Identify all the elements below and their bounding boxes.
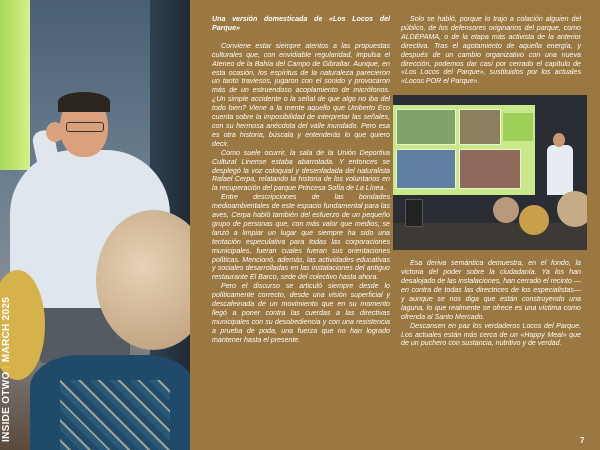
speaker-photo	[0, 0, 190, 450]
magazine-side-label	[1, 297, 12, 442]
audience-head	[493, 197, 519, 223]
speaker-hair	[58, 92, 110, 112]
issue-date: MARCH 2025	[1, 296, 12, 363]
sweater-pattern	[60, 380, 170, 450]
paragraph: Pero el discurso se articuló siempre desde lo políticamente correcto, desde una visión superficial y descafeinada de un movimiento que en su momento llegó a poner contra las cuerdas a las directivas municipales con su desobediencia y con una resistencia a prueba de poda, una fuerza que no han logrado mantener hasta el presente.	[212, 282, 390, 344]
projector-screen-edge	[0, 0, 30, 170]
slide-photo-tile	[396, 149, 456, 189]
slide-photo-tile	[459, 149, 521, 189]
article-heading: Una versión domesticada de «Los Locos del Parque»	[212, 15, 390, 32]
audience-head	[557, 191, 587, 227]
article-column-right	[401, 15, 581, 348]
paragraph: Solo se habló, porque lo trajo a colación alguien del público, de los defensores originarios del parque, como ALDEPAMA, o de la etapa más activista de la anterior directiva. Tras el agotamiento de aquella energía, y después de un cambio organizativo con una nueva dirección, podemos dar casi por cerrado el capítulo de «Los Locos del Parque», sustituidos por los actuales «Locos POR el Parque».	[401, 15, 581, 86]
slide-photo-tile	[459, 109, 501, 145]
side-label-separator: |	[1, 365, 12, 369]
slide-photo-tile	[396, 109, 456, 145]
magazine-name: INSIDE OTWO	[1, 371, 12, 442]
speaker-glasses	[66, 122, 104, 132]
speaker-hand	[46, 122, 64, 142]
paragraph: Entre descripciones de las bondades medioambientales de este espacio fundamental para las aves, Cerpa habló también del esfuerzo de un pequeño grupo de personas que, con más valor que medios, se lanzó a limpiar un lugar que siempre ha sido una tentación especulativa para todas las corporaciones municipales, fueran cuales fueran sus orientaciones políticas. Mencionó, además, las actividades educativas y sociales desarrolladas en las instalaciones del antiguo restaurante El Barco, sede del colectivo hasta ahora.	[212, 193, 390, 282]
paragraph: Como suele ocurrir, la sala de la Unión Deportiva Cultural Linense estaba abarrotada. Y entonces se desplegó la voz coloquial y desenfadada del naturalista Rafael Cerpa, relatando la historia de los voluntarios en la recuperación del parque Princesa Sofía de La Línea.	[212, 148, 390, 193]
audience-area	[393, 223, 587, 250]
presentation-photo	[393, 95, 587, 250]
article-column-left	[212, 15, 390, 345]
phone-device	[405, 199, 423, 227]
paragraph: Descansen en paz los verdaderos Locos del Parque. Los actuales están más cerca de un «Happy Meal» que de un puchero con sustancia, nutritivo y de verdad.	[401, 321, 581, 348]
presenter-body	[547, 145, 573, 195]
slide-logo-block	[503, 113, 533, 141]
paragraph: Conviene estar siempre atentos a las propuestas culturales que, con envidiable regularidad, impulsa el Ateneo de la Bahía del Campo de Gibraltar. Aunque, en esta ocasión, los espíritus de la naturaleza parecieron un tanto traviesos, jugaron con el sonido y provocaron más de un estruendoso acoplamiento de micrófonos. ¿Un simple accidente o la señal de que algo no iba del todo bien? Viene a la mente aquello que Umberto Eco cuenta sobre la imposibilidad de interpretar las señales, con su hermosa anécdota del valle inundado. Pero esa es otra historia, búscala y entenderás lo que quiero decir.	[212, 41, 390, 148]
paragraph: Esa deriva semántica demuestra, en el fondo, la victoria del poder sobre la ciudadanía. Ya los han desalojado de las instalaciones, han cerrado el recinto —en contra de todas las directrices de los especialistas— y aunque se nos diga que están construyendo una laguna, lo que realmente se ofrece es una víctima como ofrenda al Santo Mercado.	[401, 259, 581, 321]
article-page	[190, 0, 600, 450]
page-number: 7	[580, 436, 585, 445]
